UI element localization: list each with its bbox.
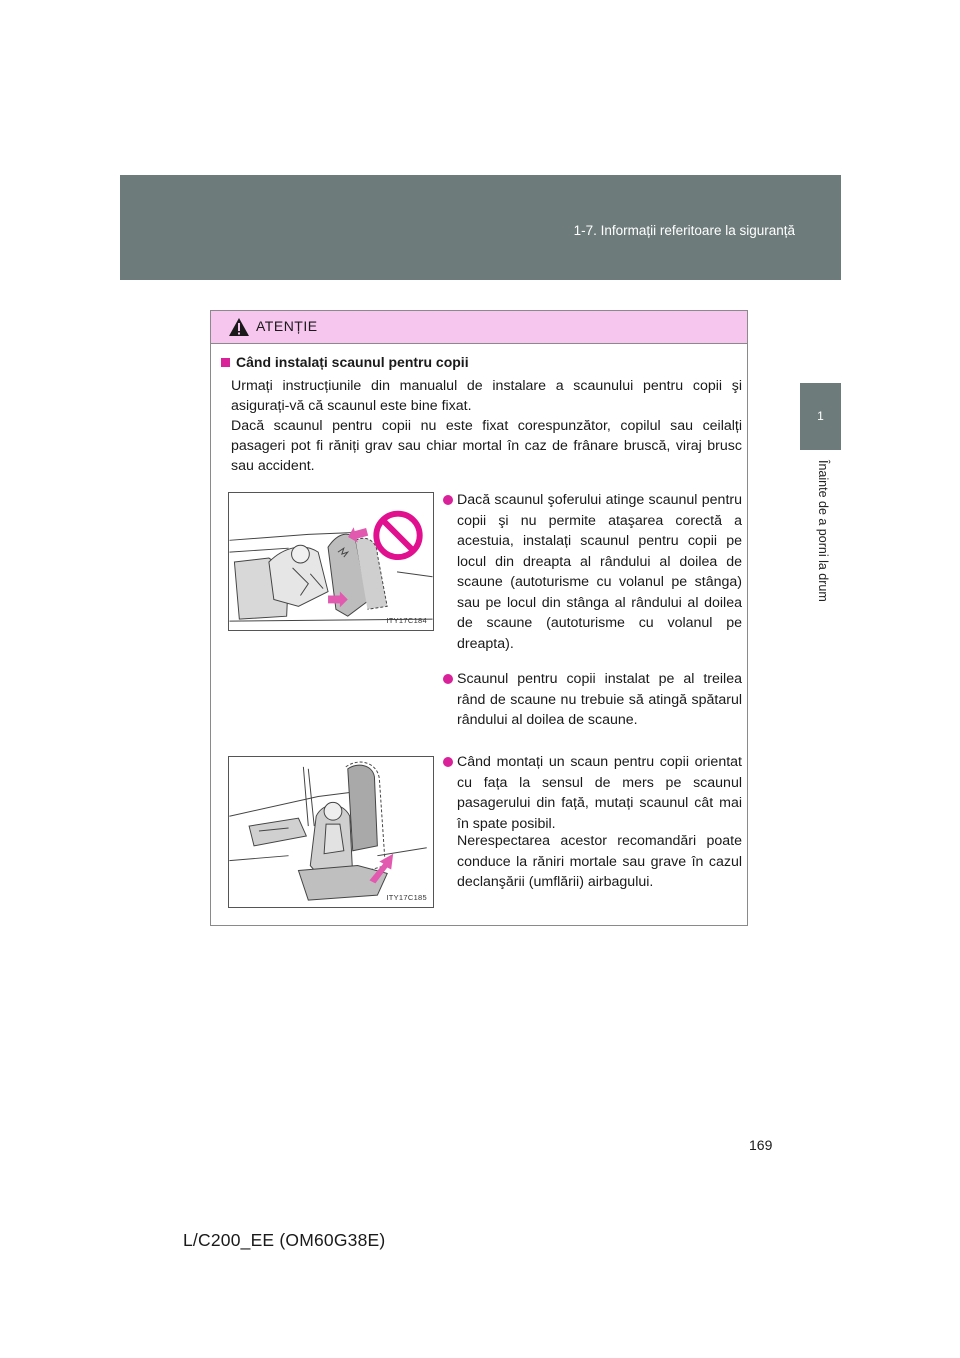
chapter-header-band xyxy=(120,175,841,280)
illustration-code: ITY17C185 xyxy=(386,893,427,902)
intro-paragraph: Dacă scaunul pentru copii nu este fixat corespunzător, copilul sau ceilalți pasageri pot fi răniți grav sau chiar mortal în caz de frânare bruscă, viraj brusc sau accident. xyxy=(231,418,742,474)
intro-paragraph: Urmați instrucțiunile din manualul de instalare a scaunului pentru copii şi asigurați-vă că scaunul este bine fixat. xyxy=(231,378,742,414)
section-heading xyxy=(221,354,469,370)
square-bullet-icon xyxy=(221,358,230,367)
chapter-tab xyxy=(800,383,841,450)
chapter-side-label: Înainte de a porni la drum xyxy=(816,460,830,602)
warning-item xyxy=(457,490,742,654)
chapter-title: 1-7. Informații referitoare la siguranță xyxy=(573,223,795,238)
warning-item-text: Dacă scaunul şoferului atinge scaunul pentru copii şi nu permite ataşarea corectă a acestuia, instalați scaunul pentru copii pe locul din dreapta al rândului al doilea de scaune (autoturisme cu volanul pe stânga) sau pe locul din stânga al rândului al doilea de scaune (autoturisme cu volanul pe dreapta). xyxy=(457,492,742,652)
illustration-child-seat-contact xyxy=(228,492,434,631)
warning-item-continuation: Nerespectarea acestor recomandări poate conduce la răniri mortale sau grave în cazul declanşării (umflării) airbagului. xyxy=(457,833,742,890)
prohibited-icon xyxy=(376,514,419,557)
child-seat-contact-drawing xyxy=(229,493,433,630)
warning-header xyxy=(211,311,747,344)
round-bullet-icon xyxy=(443,495,453,505)
warning-item-text: Scaunul pentru copii instalat pe al treilea rând de scaune nu trebuie să atingă spătarul rândului al doilea de scaune. xyxy=(457,671,742,728)
document-code: L/C200_EE (OM60G38E) xyxy=(183,1230,386,1250)
chapter-tab-number: 1 xyxy=(817,409,824,423)
warning-triangle-icon xyxy=(228,317,250,337)
section-heading-text: Când instalați scaunul pentru copii xyxy=(236,354,469,370)
illustration-front-seat-back xyxy=(228,756,434,908)
warning-item-text: Când montați un scaun pentru copii orientat cu fața la sensul de mers pe scaunul pasagerului din față, mutați scaunul cât mai în spate posibil. xyxy=(457,754,742,832)
round-bullet-icon xyxy=(443,757,453,767)
warning-item xyxy=(457,752,742,834)
round-bullet-icon xyxy=(443,674,453,684)
warning-title: ATENȚIE xyxy=(256,318,318,334)
warning-box xyxy=(210,310,748,926)
page-number: 169 xyxy=(749,1137,773,1153)
warning-item xyxy=(457,669,742,731)
front-seat-child-seat-drawing xyxy=(229,757,433,907)
illustration-code: ITY17C184 xyxy=(386,616,427,625)
